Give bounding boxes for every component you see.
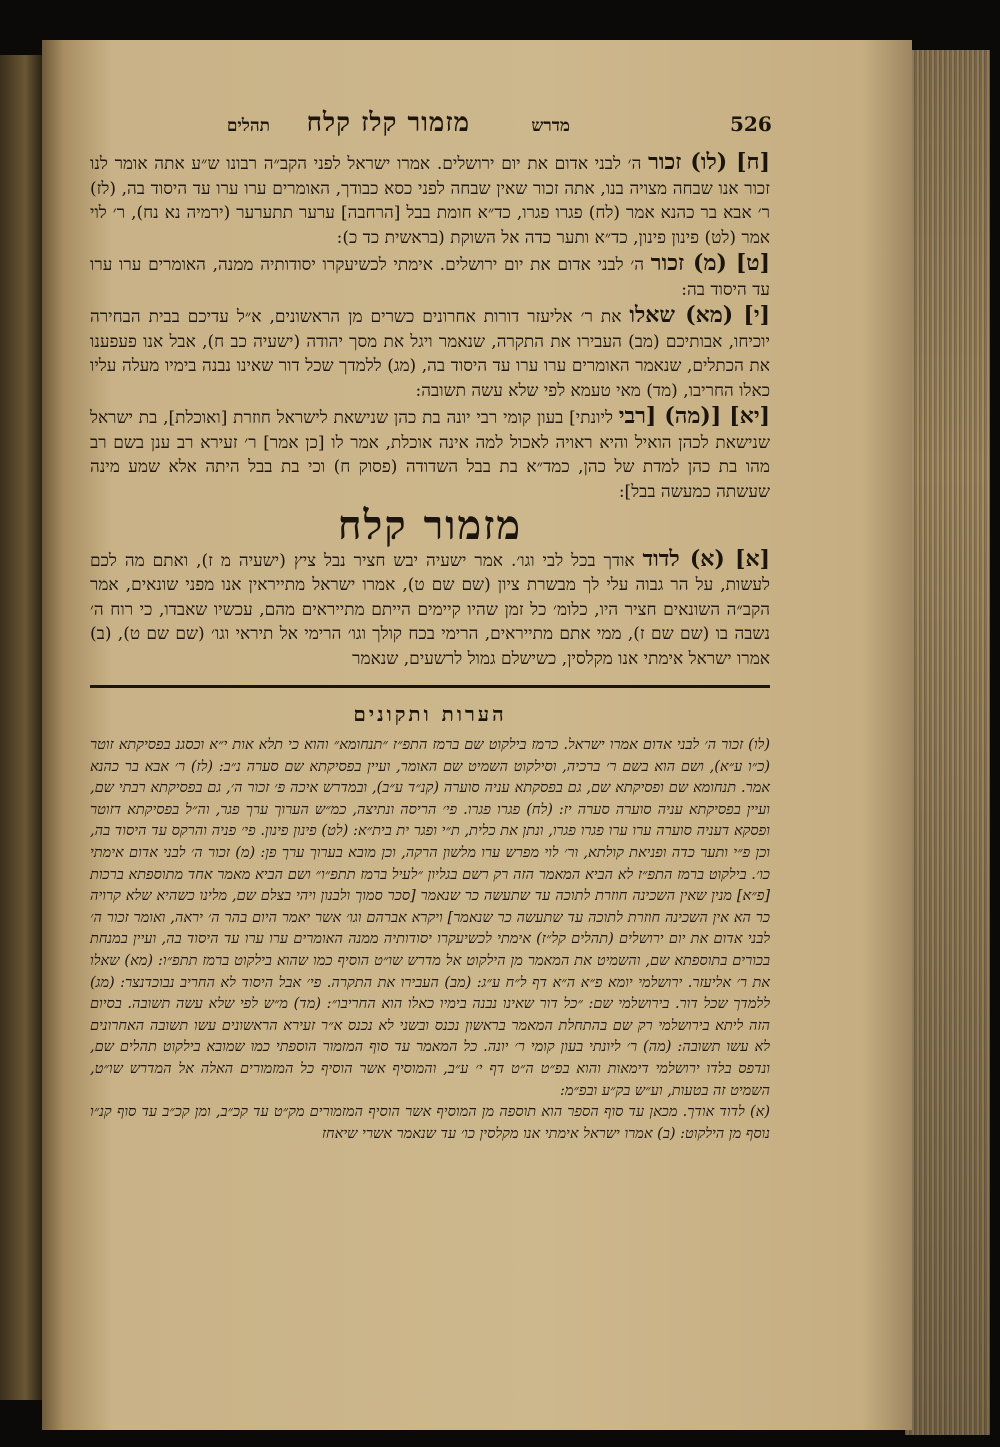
header-tehillim: תהלים <box>226 116 270 136</box>
header-book-name: מדרש <box>531 116 570 136</box>
main-text <box>90 150 770 671</box>
notes-paragraph: (לו) זכור ה׳ לבני אדום אמרו ישראל. כרמז בילקוט שם ברמז התפ״ז ״תנחומא״ והוא כי תלא אות י״א וכסגנ בפסיקתא זוטר (כ״ו ע״א), ושם הוא בשם ר׳ ברכיה, וסילקוט השמיט שם האומר, ועיין בפסיקתא שם סערה נ״ב: (לז) ר׳ אבא בר כהנא אמר. תנחומא שם ופסיקתא שם, גם בפסקתא עניה סוערה (קנ״ד ע״ב), ובמדרש איכה פ׳ זכור ה׳, גם בפסיקתא רבתי שם, ועיין בפסיקתא עניה סוערה סערה יז: (לח) פגרו פגרו. פי׳ הריסה ונתיצה, כמ״ש הערוך ערך פגר, וה״ל בפסיקתא דזוטר ופסקא דעניה סוערה ערו ערו פגרו פגרו, ונתן את כלית, ת״י ופגר ית בית״א: (לט) פינון פינון. פי׳ פניה והרקס עד היסוד בה, וכן פ״י ותער כדה ופניאת קולתא, ור׳ לוי מפרש ערו מלשון הרקה, וכן מובא בערוך ערך פן: (מ) זכור ה׳ לבני אדום אימתי כו׳. בילקוט ברמז התפ״ז לא הביא המאמר הזה רק רשם בגליון ״לעיל ברמז תתפ״ו״ ושם הביא מאמר אחד מתוספתא ברכות [פ״א] מנין שאין השכינה חוזרת לתוכה עד שתעשה כר שנאמר [סכר סמוך ולבנון ויהי בצלם שם, מלינו כשהיא שלא קרויה כר הא אין השכינה חוזרת לתוכה עד שתעשה כר שנאמר] ויקרא אברהם וגו׳ אשר יאמר היום בהר ה׳ יראה, ואומר זכור ה׳ לבני אדום את יום ירושלים (תהלים קל״ז) אימתי לכשיעקרו יסודותיה ממנה האומרים ערו ערו עד היסוד בה, ועיין במנחת בכורים בתוספתא שם, והשמיט את המאמר מן הילקוט אל מדרש שו״ט הוסיף כמו שהוא בילקוט ברמז תתפ״ו: (מא) שאלו את ר׳ אליעזר. ירושלמי יומא פ״א ה״א דף ל״ח ע״ג: (מב) העבירו את התקרה. פי׳ אבל היסוד לא החריב נבוכדנצר: (מג) ללמדך שכל דור. בירושלמי שם: ״כל דור שאינו נבנה בימיו כאלו הוא החריבו״: (מד) מ״ש לפי שלא עשה תשובה. בסיום הזה ליתא בירושלמי רק שם בהתחלת המאמר בראשון נכנס ובשני לא נכנס א״ר זעירא הראשונים עשו תשובה האחרונים לא עשו תשובה: (מה) ר׳ ליונתי בעון קומי ר׳ יונה. כל המאמר עד סוף המזמור הוספתי כמו שמובא בילקוט תהלים שם, ונדפס בלדו ירושלמי דימאות והוא בפ״ט ה״ט דף י׳ ע״ב, והמוסיף אשר הוסיף כל המזמורים האלה אל המדרש שו״ט, השמיט זה בטעות, וע״ש בק״ע ובפ״מ: <box>90 737 770 1099</box>
section-divider <box>90 685 770 688</box>
left-page-edge <box>0 55 42 1400</box>
paragraph-lead: [א] (א) לדוד <box>642 545 770 572</box>
notes-paragraph: (א) לדוד אודך. מכאן עד סוף הספר הוא תוספה מן המוסיף אשר הוסיף המזמורים מק״ט עד קכ״ב, ומן קכ״ב עד סוף קנ״ו נוסף מן הילקוט: (ב) אמרו ישראל אימתי אנו מקלסין כו׳ עד שנאמר אשרי שיאחז <box>90 1104 770 1142</box>
paragraph-body: את ר׳ אליעזר דורות אחרונים כשרים מן הראשונים, א״ל עדיכם בבית הבחירה יוכיחו, אבותיכם (מב) העבירו את התקרה, שנאמר ויגל את מסך יהודה (ישעיה כב ח), אבל אנו פעפענו את הכתלים, שנאמר האומרים ערו ערו עד היסוד בה, (מג) ללמדך שכל דור שאינו נבנה בימיו מעלה עליו כאלו החריבו, (מד) מאי טעמא לפי שלא עשה תשובה: <box>90 307 770 401</box>
paragraph-lead: [ט] (מ) זכור <box>650 250 770 276</box>
paragraph-8 <box>90 150 770 250</box>
running-header <box>90 100 770 144</box>
paragraph-lead: [ח] (לו) זכור <box>648 149 770 175</box>
paragraph-11 <box>90 404 770 504</box>
paragraph-9 <box>90 251 770 302</box>
paragraph-body: ה׳ לבני אדום את יום ירושלים. אמרו ישראל לפני הקב״ה רבונו ש״ע אתה אומר לנו זכור אנו שבחה מצויה בנו, אתה זכור שאין שבחה לפני כסא כבודך, האומרים ערו ערו עד היסוד בה, (לז) ר׳ אבא בר כהנא אמר (לח) פגרו פגרו, כד״א חומת בבל [הרחבה] ערער תתערער (ירמיה נא נח), ר׳ לוי אמר (לט) פינון פינון, כד״א ותער כדה אל השוקת (בראשית כד כ): <box>90 154 770 248</box>
paragraph-10 <box>90 303 770 403</box>
header-psalm-number: מזמור קלז קלח <box>306 108 470 138</box>
paragraph-lead: [י] (מא) שאלו <box>629 302 771 328</box>
page-content <box>90 100 770 1145</box>
notes-section <box>90 735 770 1145</box>
paragraph-lead: [יא] [(מה) [רבי <box>618 403 771 429</box>
notes-heading: הערות ותקונים <box>353 702 507 726</box>
paragraph-body: ליונתי] בעון קומי רבי יונה בת כהן שנישאת לישראל חוזרת [ואוכלת], בת ישראל שנישאת לכהן הואיל והיא ראויה לאכול למה אינה אוכלת, אמר לו [כן אמר] ר׳ זעירא רב ענן בשם רב מהו בת כהן למדת של כהן, כמד״א בת בבל השדודה (פסוק ח) וכי בת בבל היתה אלא שמע מינה שעשתה כמעשה בבל]: <box>90 408 770 502</box>
book-fore-edge <box>905 50 990 1435</box>
psalm-heading: מזמור קלח <box>337 502 523 549</box>
paragraph-body: אודך בכל לבי וגו׳. אמר ישעיה יבש חציר נבל ציץ (ישעיה מ ז), ואתם מה לכם לעשות, על הר גבוה עלי לך מבשרת ציון (שם שם ט), אמרו ישראל מתייראין אנו מפני שונאים, אמר הקב״ה השונאים חציר היו, כלומ׳ כל זמן שהיו קיימים הייתם מתייראים מהם, עכשיו שאבדו, כי רוח ה׳ נשבה בו (שם שם ז), ממי אתם מתייראים, הרימי בכח קולך וגו׳ הרימי אל תיראי וגו׳ (שם שם ט), (ב) אמרו ישראל אימתי אנו מקלסין, כשישלם גמול לרשעים, שנאמר <box>90 550 770 669</box>
paragraph-body: ה׳ לבני אדום את יום ירושלים. אימתי לכשיעקרו יסודותיה ממנה, האומרים ערו ערו עד היסוד בה: <box>90 255 770 300</box>
psalm-paragraph-1 <box>90 547 770 672</box>
page-number: 526 <box>730 112 772 136</box>
